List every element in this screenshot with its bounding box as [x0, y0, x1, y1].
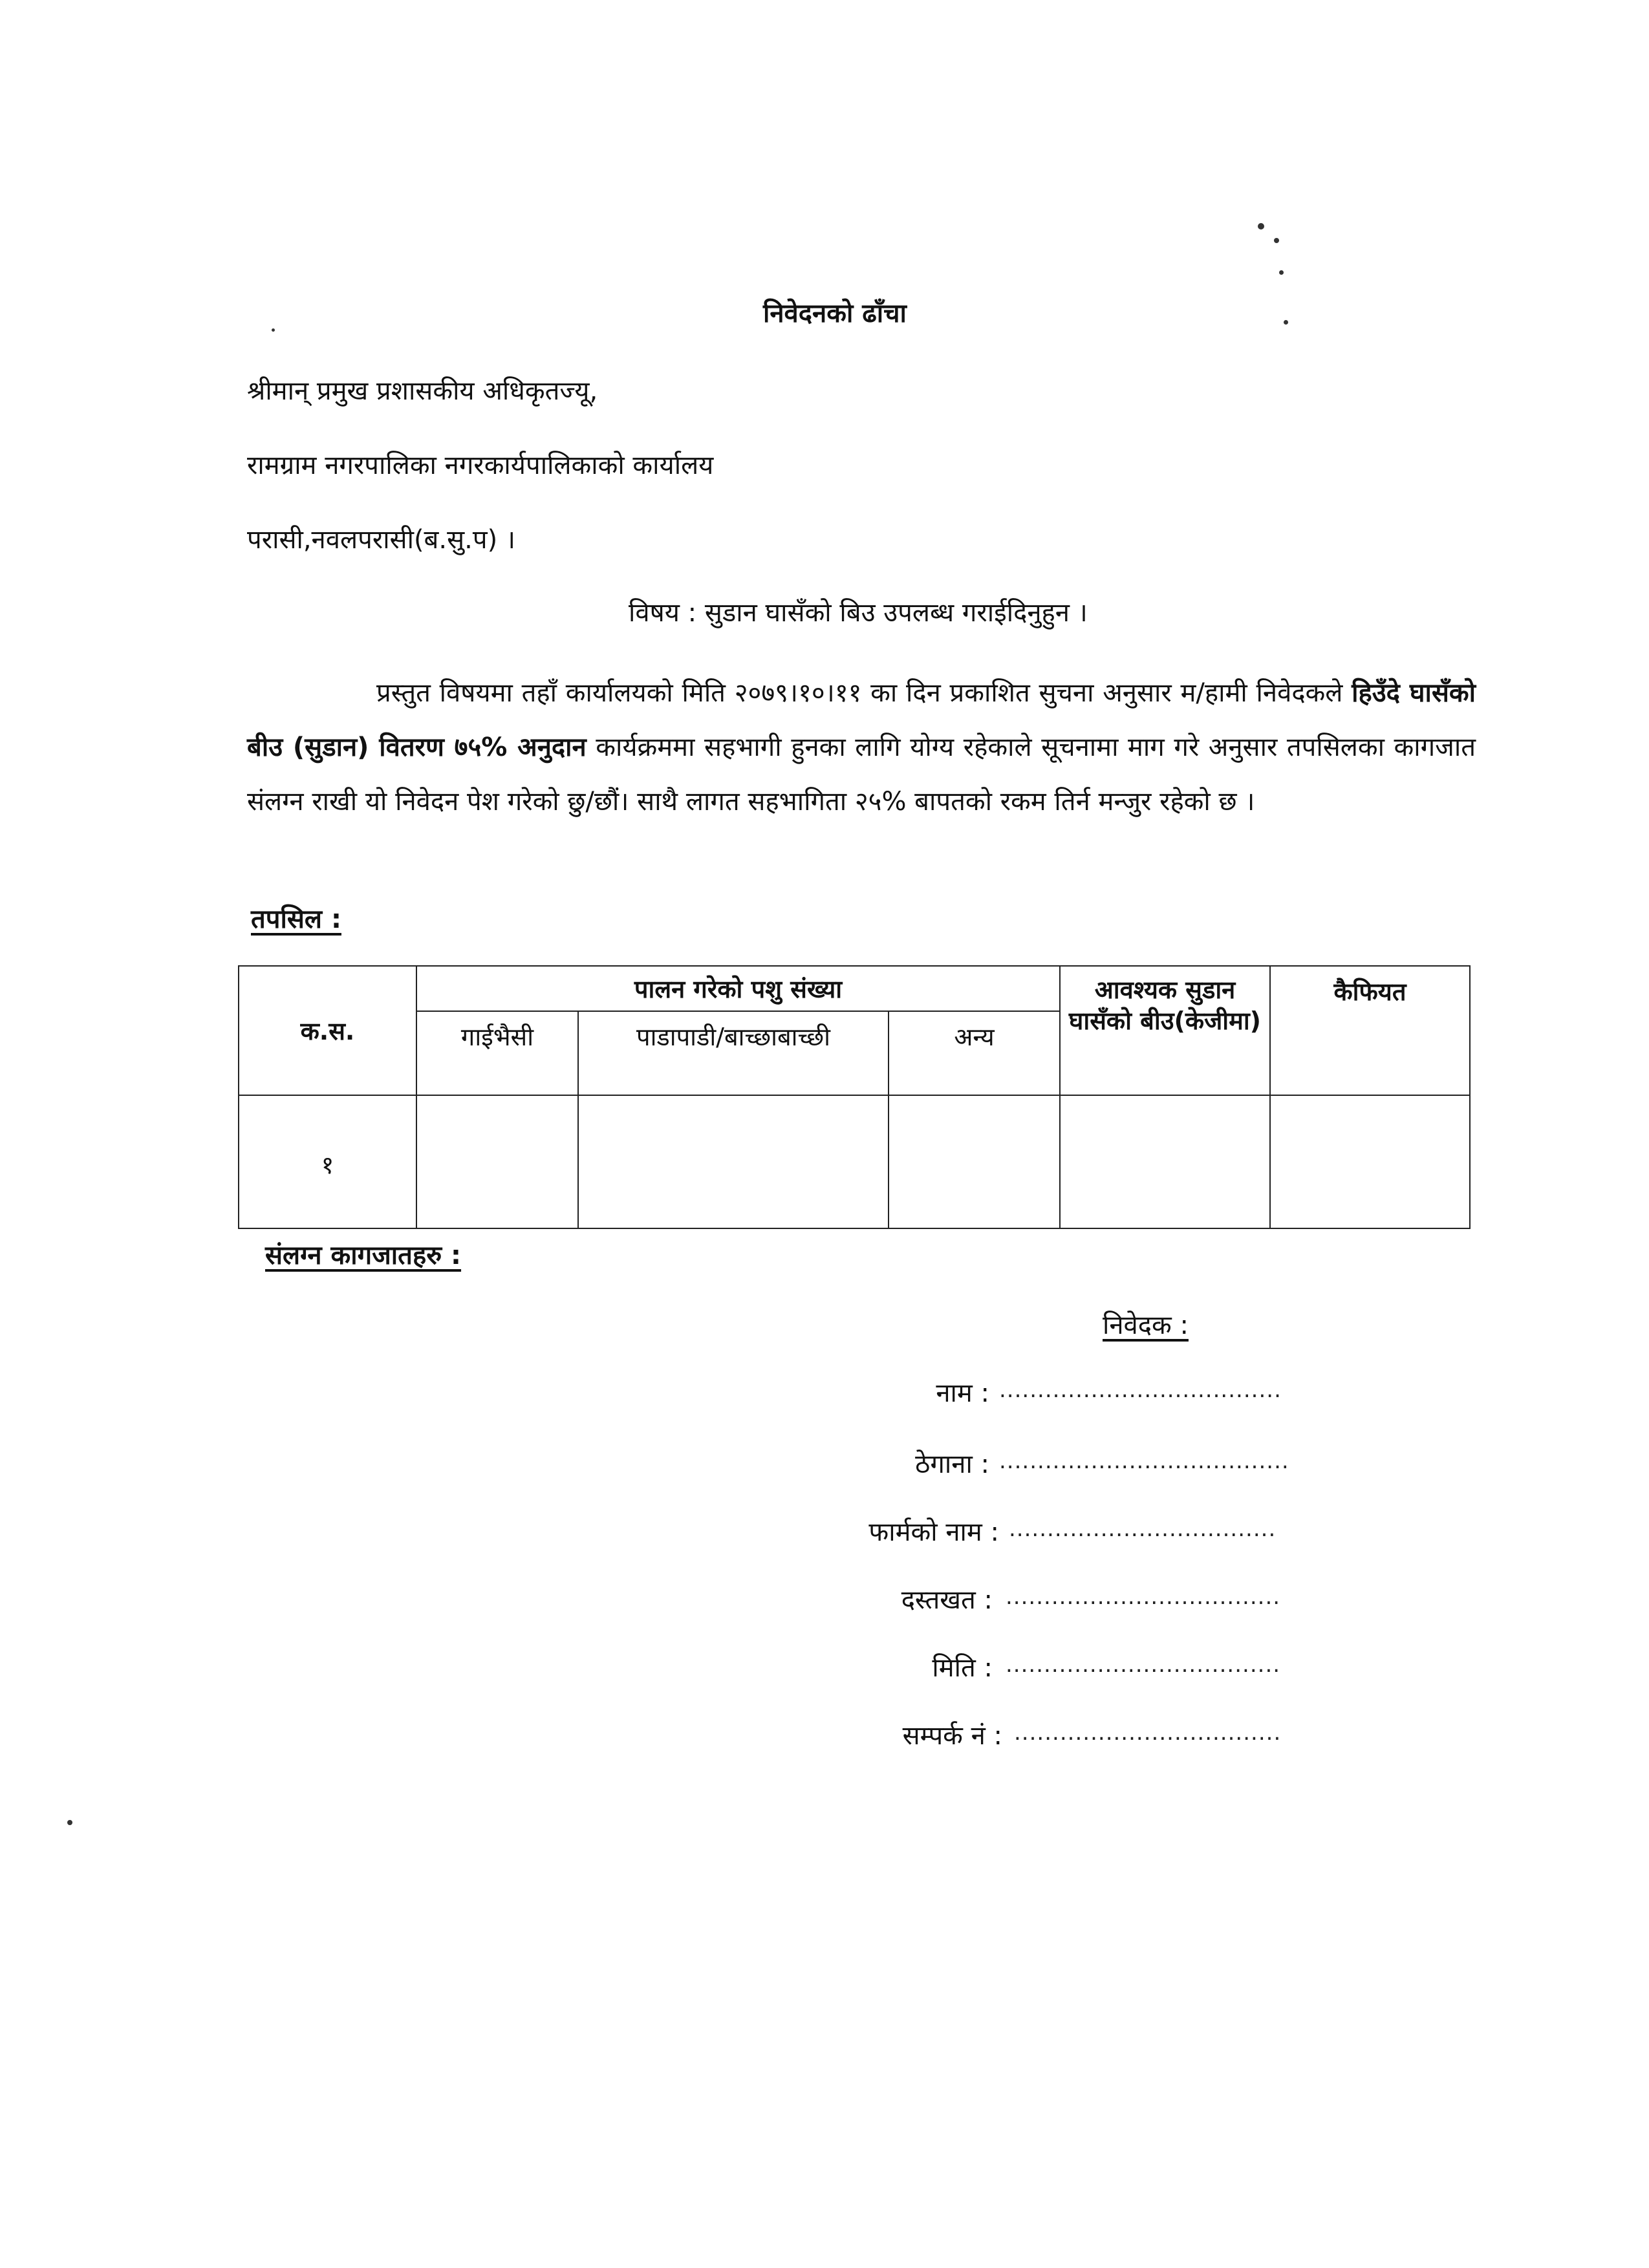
- col-header-cattle: गाईभैसी: [416, 1011, 578, 1095]
- scan-speck: [1274, 238, 1279, 243]
- attachments-heading: संलग्न कागजातहरु :: [265, 1241, 462, 1270]
- recipient-line-3: परासी,नवलपरासी(ब.सु.प) ।: [247, 525, 516, 555]
- field-dots-address[interactable]: ......................................: [999, 1448, 1289, 1474]
- field-dots-date[interactable]: ....................................: [1006, 1652, 1281, 1678]
- field-dots-contact[interactable]: ...................................: [1014, 1720, 1282, 1746]
- scan-speck: [1284, 320, 1288, 325]
- scan-speck: [67, 1820, 72, 1825]
- field-label-date: मिति :: [932, 1653, 993, 1683]
- col-header-other: अन्य: [889, 1011, 1060, 1095]
- field-label-contact: सम्पर्क नं :: [902, 1721, 1002, 1751]
- cell-other[interactable]: [889, 1095, 1060, 1228]
- cell-cattle[interactable]: [416, 1095, 578, 1228]
- field-label-name: नाम :: [936, 1378, 989, 1408]
- recipient-line-2: रामग्राम नगरपालिका नगरकार्यपालिकाको कार्यालय: [247, 451, 714, 480]
- col-header-seed: आवश्यक सुडान घासँको बीउ(केजीमा): [1060, 966, 1270, 1095]
- col-header-calves: पाडापाडी/बाच्छाबाच्छी: [578, 1011, 889, 1095]
- recipient-line-1: श्रीमान् प्रमुख प्रशासकीय अधिकृतज्यू,: [247, 376, 598, 406]
- subject-line: विषय : सुडान घासँको बिउ उपलब्ध गराईदिनुहुन ।: [629, 598, 1088, 628]
- body-text-bold: हिउँदे घासँको बीउ (सुडान) वितरण ७५% अनुदान: [247, 678, 1476, 762]
- body-text-part-2: कार्यक्रममा सहभागी हुनका लागि योग्य रहेकाले सूचनामा माग गरे अनुसार तपसिलका कागजात संलग्न राखी यो निवेदन पेश गरेको छु/छौं। साथै लागत सहभागिता २५% बापतको रकम तिर्न मन्जुर रहेको छ ।: [247, 733, 1476, 817]
- scan-speck: [272, 328, 275, 332]
- field-label-address: ठेगाना :: [915, 1450, 989, 1479]
- cell-seed[interactable]: [1060, 1095, 1270, 1228]
- scan-speck: [1258, 223, 1264, 230]
- applicant-heading: निवेदक :: [1103, 1311, 1189, 1340]
- body-paragraph: [247, 666, 1476, 829]
- table-row: [239, 1095, 1470, 1228]
- field-label-farm-name: फार्मको नाम :: [868, 1517, 999, 1547]
- cell-remarks[interactable]: [1270, 1095, 1470, 1228]
- group-header-livestock-count: पालन गरेको पशु संख्या: [416, 966, 1060, 1011]
- field-dots-farm-name[interactable]: ...................................: [1009, 1516, 1277, 1542]
- scan-speck: [1279, 270, 1284, 275]
- tapsil-heading: तपसिल :: [251, 904, 341, 934]
- livestock-table: [238, 965, 1471, 1229]
- field-dots-name[interactable]: .....................................: [999, 1377, 1282, 1403]
- col-header-sn: क.स.: [239, 966, 416, 1095]
- field-dots-signature[interactable]: ....................................: [1006, 1584, 1281, 1610]
- col-header-remarks: कैफियत: [1270, 966, 1470, 1095]
- cell-sn: १: [239, 1095, 416, 1228]
- body-text-part-1: प्रस्तुत विषयमा तहाँ कार्यालयको मिति २०७९।१०।११ का दिन प्रकाशित सुचना अनुसार म/हामी निवेदकले: [376, 678, 1352, 708]
- document-title: निवेदनको ढाँचा: [763, 299, 907, 328]
- cell-calves[interactable]: [578, 1095, 889, 1228]
- field-label-signature: दस्तखत :: [901, 1585, 993, 1615]
